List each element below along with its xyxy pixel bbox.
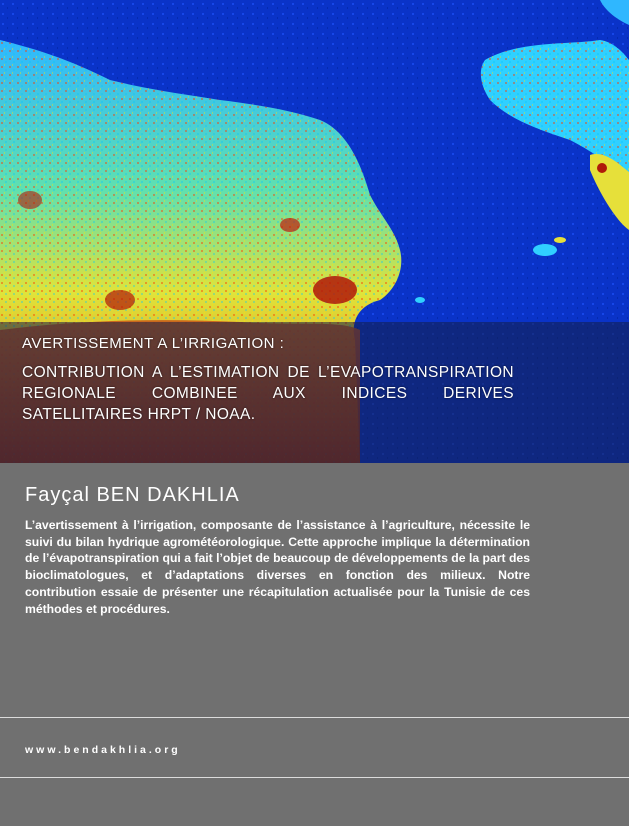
author-name: Fayçal BEN DAKHLIA — [25, 484, 240, 506]
website-link[interactable]: www.bendakhlia.org — [25, 744, 181, 756]
document-title: CONTRIBUTION A L’ESTIMATION DE L’EVAPOTRANSPIRATION REGIONALE COMBINEE AUX INDICES DERIVES SATELLITAIRES HRPT / NOAA. — [22, 364, 514, 423]
abstract-text: L’avertissement à l’irrigation, composante de l’assistance à l’agriculture, nécessite le suivi du bilan hydrique agrométéorologique. Cette approche implique la détermination de l’évapotranspiration qui a fait l’objet de beaucoup de développements de la part des bioclimatologues, et d’adaptations diverses en fonction des milieux. Notre contribution essaie de présenter une récapitulation actualisée pour la Tunisie de ces méthodes et procédures. — [25, 518, 530, 616]
divider-bottom — [0, 777, 629, 778]
document-kicker: AVERTISSEMENT A L’IRRIGATION : — [22, 335, 285, 352]
divider-top — [0, 717, 629, 718]
